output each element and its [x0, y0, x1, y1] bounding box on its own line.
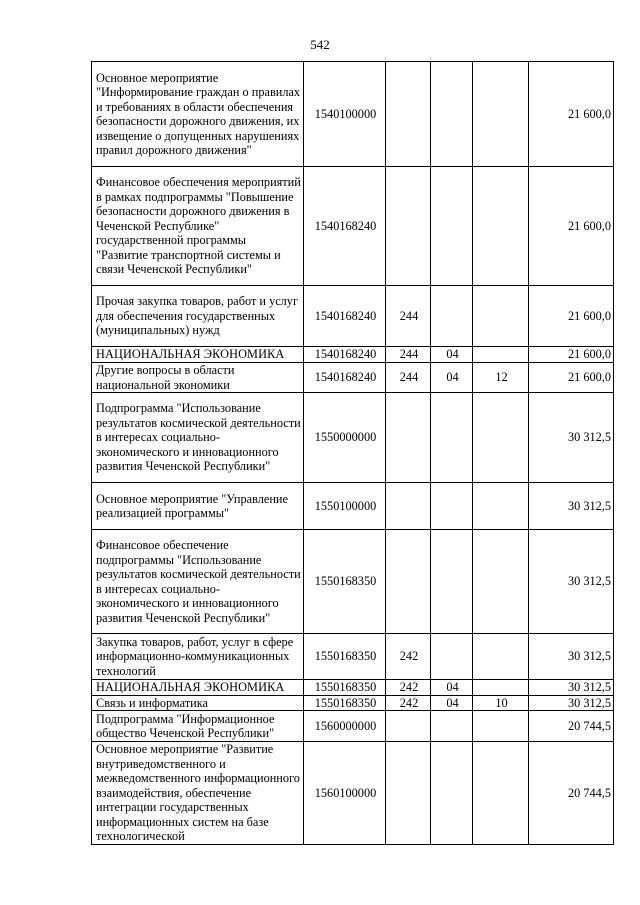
row-pr	[473, 680, 529, 696]
row-pr: 12	[473, 363, 529, 393]
row-sum: 21 600,0	[529, 167, 614, 286]
row-rz	[431, 634, 473, 680]
row-sum: 30 312,5	[529, 695, 614, 711]
table-row	[92, 62, 614, 167]
row-vr	[386, 530, 431, 634]
row-name: НАЦИОНАЛЬНАЯ ЭКОНОМИКА	[92, 347, 304, 363]
table-row	[92, 530, 614, 634]
table-row	[92, 742, 614, 845]
table-row	[92, 347, 614, 363]
row-code: 1550168350	[304, 530, 386, 634]
row-code: 1550168350	[304, 695, 386, 711]
row-rz	[431, 62, 473, 167]
row-vr	[386, 167, 431, 286]
row-rz: 04	[431, 363, 473, 393]
row-sum: 21 600,0	[529, 62, 614, 167]
row-code: 1540100000	[304, 62, 386, 167]
table-row	[92, 634, 614, 680]
row-name: Финансовое обеспечение подпрограммы "Использование результатов космической деятельности в интересах социально-экономического и инновационного развития Чеченской Республики"	[92, 530, 304, 634]
row-pr	[473, 347, 529, 363]
table-row	[92, 483, 614, 530]
row-code: 1560000000	[304, 711, 386, 742]
table-row	[92, 363, 614, 393]
row-rz	[431, 167, 473, 286]
row-sum: 30 312,5	[529, 483, 614, 530]
row-pr	[473, 530, 529, 634]
row-vr: 242	[386, 680, 431, 696]
row-name: Подпрограмма "Использование результатов космической деятельности в интересах социально-экономического и инновационного развития Чеченской Республики"	[92, 393, 304, 483]
row-pr	[473, 483, 529, 530]
row-rz: 04	[431, 680, 473, 696]
row-rz	[431, 530, 473, 634]
row-pr	[473, 711, 529, 742]
row-pr	[473, 742, 529, 845]
row-sum: 30 312,5	[529, 530, 614, 634]
row-name: Финансовое обеспечения мероприятий в рамках подпрограммы "Повышение безопасности дорожного движения в Чеченской Республике" государственной программы "Развитие транспортной системы и связи Чеченской Республики"	[92, 167, 304, 286]
row-rz: 04	[431, 347, 473, 363]
row-name: Связь и информатика	[92, 695, 304, 711]
row-code: 1550168350	[304, 634, 386, 680]
row-rz	[431, 393, 473, 483]
row-rz	[431, 483, 473, 530]
row-vr: 244	[386, 347, 431, 363]
row-sum: 20 744,5	[529, 711, 614, 742]
table-row	[92, 393, 614, 483]
row-vr: 244	[386, 363, 431, 393]
row-sum: 21 600,0	[529, 286, 614, 347]
table-row	[92, 167, 614, 286]
row-pr	[473, 167, 529, 286]
row-code: 1550100000	[304, 483, 386, 530]
row-vr: 244	[386, 286, 431, 347]
row-name: Закупка товаров, работ, услуг в сфере информационно-коммуникационных технологий	[92, 634, 304, 680]
table-row	[92, 695, 614, 711]
row-sum: 20 744,5	[529, 742, 614, 845]
budget-table	[91, 61, 614, 845]
row-rz	[431, 742, 473, 845]
row-code: 1540168240	[304, 167, 386, 286]
row-rz: 04	[431, 695, 473, 711]
row-rz	[431, 711, 473, 742]
row-name: Основное мероприятие "Информирование граждан о правилах и требованиях в области обеспечения безопасности дорожного движения, их извещение о допущенных нарушениях правил дорожного движения"	[92, 62, 304, 167]
row-code: 1540168240	[304, 286, 386, 347]
row-code: 1550000000	[304, 393, 386, 483]
table-row	[92, 680, 614, 696]
row-name: Другие вопросы в области национальной экономики	[92, 363, 304, 393]
row-code: 1550168350	[304, 680, 386, 696]
row-pr	[473, 286, 529, 347]
row-rz	[431, 286, 473, 347]
row-code: 1540168240	[304, 347, 386, 363]
row-vr	[386, 62, 431, 167]
row-pr	[473, 62, 529, 167]
table-row	[92, 711, 614, 742]
row-sum: 30 312,5	[529, 680, 614, 696]
row-name: Прочая закупка товаров, работ и услуг для обеспечения государственных (муниципальных) нужд	[92, 286, 304, 347]
row-sum: 21 600,0	[529, 363, 614, 393]
row-pr: 10	[473, 695, 529, 711]
page-number: 542	[310, 37, 330, 52]
row-vr	[386, 483, 431, 530]
row-name: НАЦИОНАЛЬНАЯ ЭКОНОМИКА	[92, 680, 304, 696]
row-vr	[386, 711, 431, 742]
row-sum: 30 312,5	[529, 393, 614, 483]
row-code: 1540168240	[304, 363, 386, 393]
row-name: Основное мероприятие "Развитие внутриведомственного и межведомственного информационного взаимодействия, обеспечение интеграции государственных информационных систем на базе технологической	[92, 742, 304, 845]
row-pr	[473, 634, 529, 680]
row-sum: 30 312,5	[529, 634, 614, 680]
row-code: 1560100000	[304, 742, 386, 845]
row-name: Подпрограмма "Информационное общество Чеченской Республики"	[92, 711, 304, 742]
row-vr	[386, 742, 431, 845]
row-vr: 242	[386, 634, 431, 680]
row-sum: 21 600,0	[529, 347, 614, 363]
row-pr	[473, 393, 529, 483]
row-name: Основное мероприятие "Управление реализацией программы"	[92, 483, 304, 530]
row-vr	[386, 393, 431, 483]
table-row	[92, 286, 614, 347]
row-vr: 242	[386, 695, 431, 711]
